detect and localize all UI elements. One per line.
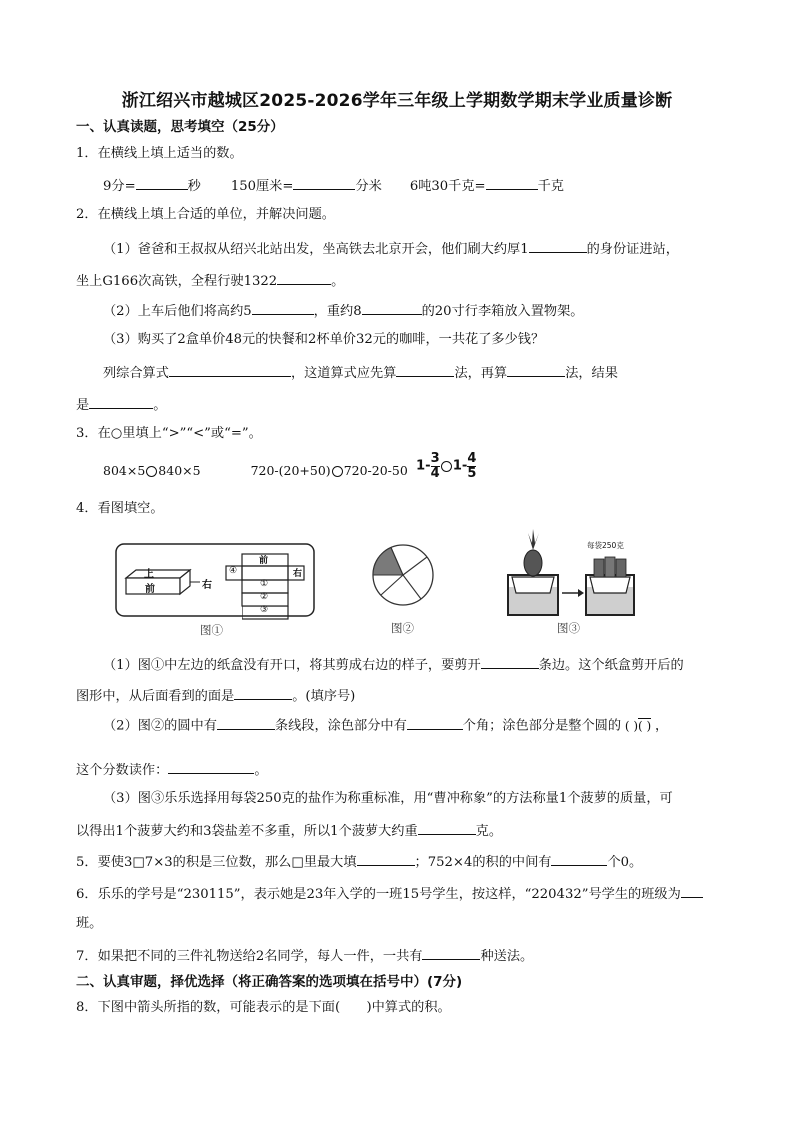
q3-e2a: 720-(20+50): [250, 463, 331, 478]
answer-blank[interactable]: [293, 176, 355, 190]
q2-p3b: ，这道算式应先算: [290, 366, 397, 381]
question-5: [76, 852, 642, 872]
fraction-4-5: [467, 452, 476, 481]
q5-c: 个0。: [607, 855, 643, 870]
q2-part3: （3）购买了2盒单价48元的快餐和2杯单价32元的咖啡，一共花了多少钱？: [103, 332, 545, 347]
q2-p2c: 的20寸行李箱放入置物架。: [421, 304, 584, 319]
cuboid-front-label: 前: [145, 584, 155, 595]
q1-b-text: 150厘米=: [230, 179, 294, 194]
fraction-denominator: 4: [430, 466, 440, 481]
answer-blank[interactable]: [418, 821, 476, 835]
q3-e1b: 840×5: [158, 463, 201, 478]
q3-expressions: [103, 462, 408, 480]
compare-circle[interactable]: [146, 466, 157, 477]
cuboid-top: [126, 570, 190, 578]
question-3-label: 3．在○里填上“>”“<”或“=”。: [76, 426, 262, 441]
q2-p1a: （1）爸爸和王叔叔从绍兴北站出发，坐高铁去北京开会，他们刷大约厚1: [103, 242, 529, 257]
q1-a-unit: 秒: [187, 179, 201, 194]
q2-p3d: 法，结果: [565, 366, 618, 381]
answer-blank[interactable]: [481, 655, 539, 669]
q4-p2d: ，: [655, 718, 669, 734]
salt-bag-label: 每袋250克: [587, 541, 624, 550]
q4-part2-line2: [76, 760, 268, 780]
question-8: 8．下图中箭头所指的数，可能表示的是下面( )中算式的积。: [76, 1000, 451, 1015]
q3-e3a: 1-: [416, 458, 431, 474]
q1-b-unit: 分米: [355, 179, 382, 194]
q4-p1b: 条边。这个纸盒剪开后的: [538, 658, 684, 673]
q4-p3c: 克。: [475, 824, 503, 839]
figure-2-circle: [371, 543, 435, 607]
question-4-label: 4．看图填空。: [76, 501, 164, 516]
q4-part1-line1: [103, 655, 684, 675]
left-boat: [512, 577, 554, 593]
figure-3-caption: 图③: [557, 621, 580, 635]
numerator-paren: ( ): [624, 719, 639, 733]
fraction-3-4: [431, 452, 440, 481]
answer-blank[interactable]: [486, 176, 538, 190]
answer-blank[interactable]: [681, 884, 703, 898]
answer-blank[interactable]: [234, 686, 292, 700]
q3-fraction-expression: [416, 452, 476, 488]
net-4-label: ④: [229, 566, 238, 576]
q4-part3-line1: （3）图③乐乐选择用每袋250克的盐作为称重标准，用“曹冲称象”的方法称量1个菠萝的质量，可: [103, 791, 673, 806]
q3-e3b: 1-: [452, 458, 468, 474]
q2-p3f: 。: [153, 398, 167, 413]
q3-e2b: 720-20-50: [343, 463, 408, 478]
salt-bag-3: [616, 559, 626, 577]
answer-blank[interactable]: [357, 852, 415, 866]
salt-bag-2: [605, 557, 615, 577]
compare-circle[interactable]: [332, 466, 343, 477]
answer-blank[interactable]: [362, 301, 422, 315]
q7-a: 7．如果把不同的三件礼物送给2名同学，每人一件，一共有: [76, 949, 423, 964]
answer-blank[interactable]: [529, 239, 587, 253]
q2-part2: [103, 301, 583, 321]
q4-p1d: 。(填序号): [292, 689, 356, 704]
q5-b: ；752×4的积的中间有: [414, 855, 552, 870]
q4-p2b: 条线段，涂色部分中有: [274, 718, 407, 734]
q2-p1d: 。: [331, 274, 345, 289]
arrow-head: [578, 589, 584, 597]
answer-blank[interactable]: [168, 760, 254, 774]
pineapple-leaves: [528, 529, 539, 550]
net-right-label: 右: [293, 569, 303, 579]
net-2-label: ②: [260, 592, 269, 602]
q6-a: 6．乐乐的学号是“230115”，表示她是23年入学的一班15号学生，按这样，“220432”号学生的班级为: [76, 887, 681, 902]
cuboid-right-label: 右: [202, 580, 212, 591]
q2-part1-line2: [76, 271, 344, 291]
q4-p1a: （1）图①中左边的纸盒没有开口，将其剪成右边的样子，要剪开: [103, 658, 481, 673]
q2-part1-line1: [103, 239, 679, 259]
answer-blank[interactable]: [507, 363, 565, 377]
q2-part3-line3: [76, 395, 166, 415]
q4-p2e: 这个分数读作：: [76, 763, 169, 778]
answer-blank[interactable]: [396, 363, 454, 377]
net-face-3: [242, 606, 290, 622]
q4-p1c: 图形中，从后面看到的面是: [76, 689, 235, 704]
answer-blank[interactable]: [252, 301, 314, 315]
q4-part2-line1: [103, 716, 668, 750]
salt-bag-1: [594, 559, 604, 577]
answer-blank[interactable]: [169, 363, 291, 377]
question-6-line1: [76, 884, 703, 904]
q2-part3-line2: [103, 363, 618, 383]
net-3-label: ③: [260, 605, 269, 615]
net-1-label: ①: [260, 579, 269, 589]
q2-p2b: ，重约8: [313, 304, 362, 319]
question-2-label: 2．在横线上填上合适的单位，并解决问题。: [76, 207, 335, 222]
pineapple: [524, 550, 542, 576]
q2-p1c: 坐上G166次高铁，全程行驶1322: [76, 274, 278, 289]
answer-blank[interactable]: [277, 271, 331, 285]
right-boat: [590, 577, 630, 593]
q4-part3-line2: [76, 821, 502, 841]
q5-a: 5．要使3□7×3的积是三位数，那么□里最大填: [76, 855, 357, 870]
fraction-numerator: 4: [467, 451, 477, 466]
q2-p1b: 的身份证进站，: [586, 242, 679, 257]
answer-blank[interactable]: [422, 946, 480, 960]
q1-c-unit: 千克: [537, 179, 564, 194]
q7-b: 种送法。: [480, 949, 534, 964]
q4-p2f: 。: [254, 763, 268, 778]
answer-blank[interactable]: [136, 176, 188, 190]
net-front-label: 前: [259, 556, 269, 566]
question-6-line2: 班。: [76, 916, 103, 931]
q4-p2a: （2）图②的圆中有: [103, 718, 217, 734]
net-face-top: [242, 566, 288, 580]
figure-1-caption: 图①: [200, 623, 223, 637]
answer-blank[interactable]: [89, 395, 153, 409]
q4-part1-line2: [76, 686, 355, 706]
section-1-heading: 一、认真读题，思考填空（25分）: [76, 119, 284, 135]
q4-p3b: 以得出1个菠萝大约和3袋盐差不多重，所以1个菠萝大约重: [76, 824, 418, 839]
q2-p2a: （2）上车后他们将高约5: [103, 304, 252, 319]
fraction-answer[interactable]: [621, 720, 655, 733]
question-1-label: 1．在横线上填上适当的数。: [76, 146, 243, 161]
question-1-items: [103, 176, 564, 196]
page-title: 浙江绍兴市越城区2025-2026学年三年级上学期数学期末学业质量诊断: [121, 91, 673, 111]
q2-p3e: 是: [76, 398, 90, 413]
q2-p3a: 列综合算式: [103, 366, 169, 381]
question-7: [76, 946, 533, 966]
figure-2-caption: 图②: [391, 621, 414, 635]
compare-circle[interactable]: [441, 461, 452, 472]
answer-blank[interactable]: [217, 716, 275, 730]
answer-blank[interactable]: [551, 852, 607, 866]
fraction-numerator: 3: [430, 451, 440, 466]
q1-a-text: 9分=: [103, 179, 136, 194]
q4-p2c: 个角；涂色部分是整个圆的: [462, 718, 622, 734]
section-2-heading: 二、认真审题，择优选择（将正确答案的选项填在括号中）(7分): [76, 974, 463, 990]
q2-p3c: 法，再算: [454, 366, 508, 381]
q3-e1a: 804×5: [103, 463, 146, 478]
answer-blank[interactable]: [407, 716, 463, 730]
q1-c-text: 6吨30千克=: [409, 179, 486, 194]
fraction-denominator: 5: [467, 466, 477, 481]
cuboid-top-label: 上: [144, 569, 154, 580]
denominator-paren: ( ): [638, 719, 652, 733]
